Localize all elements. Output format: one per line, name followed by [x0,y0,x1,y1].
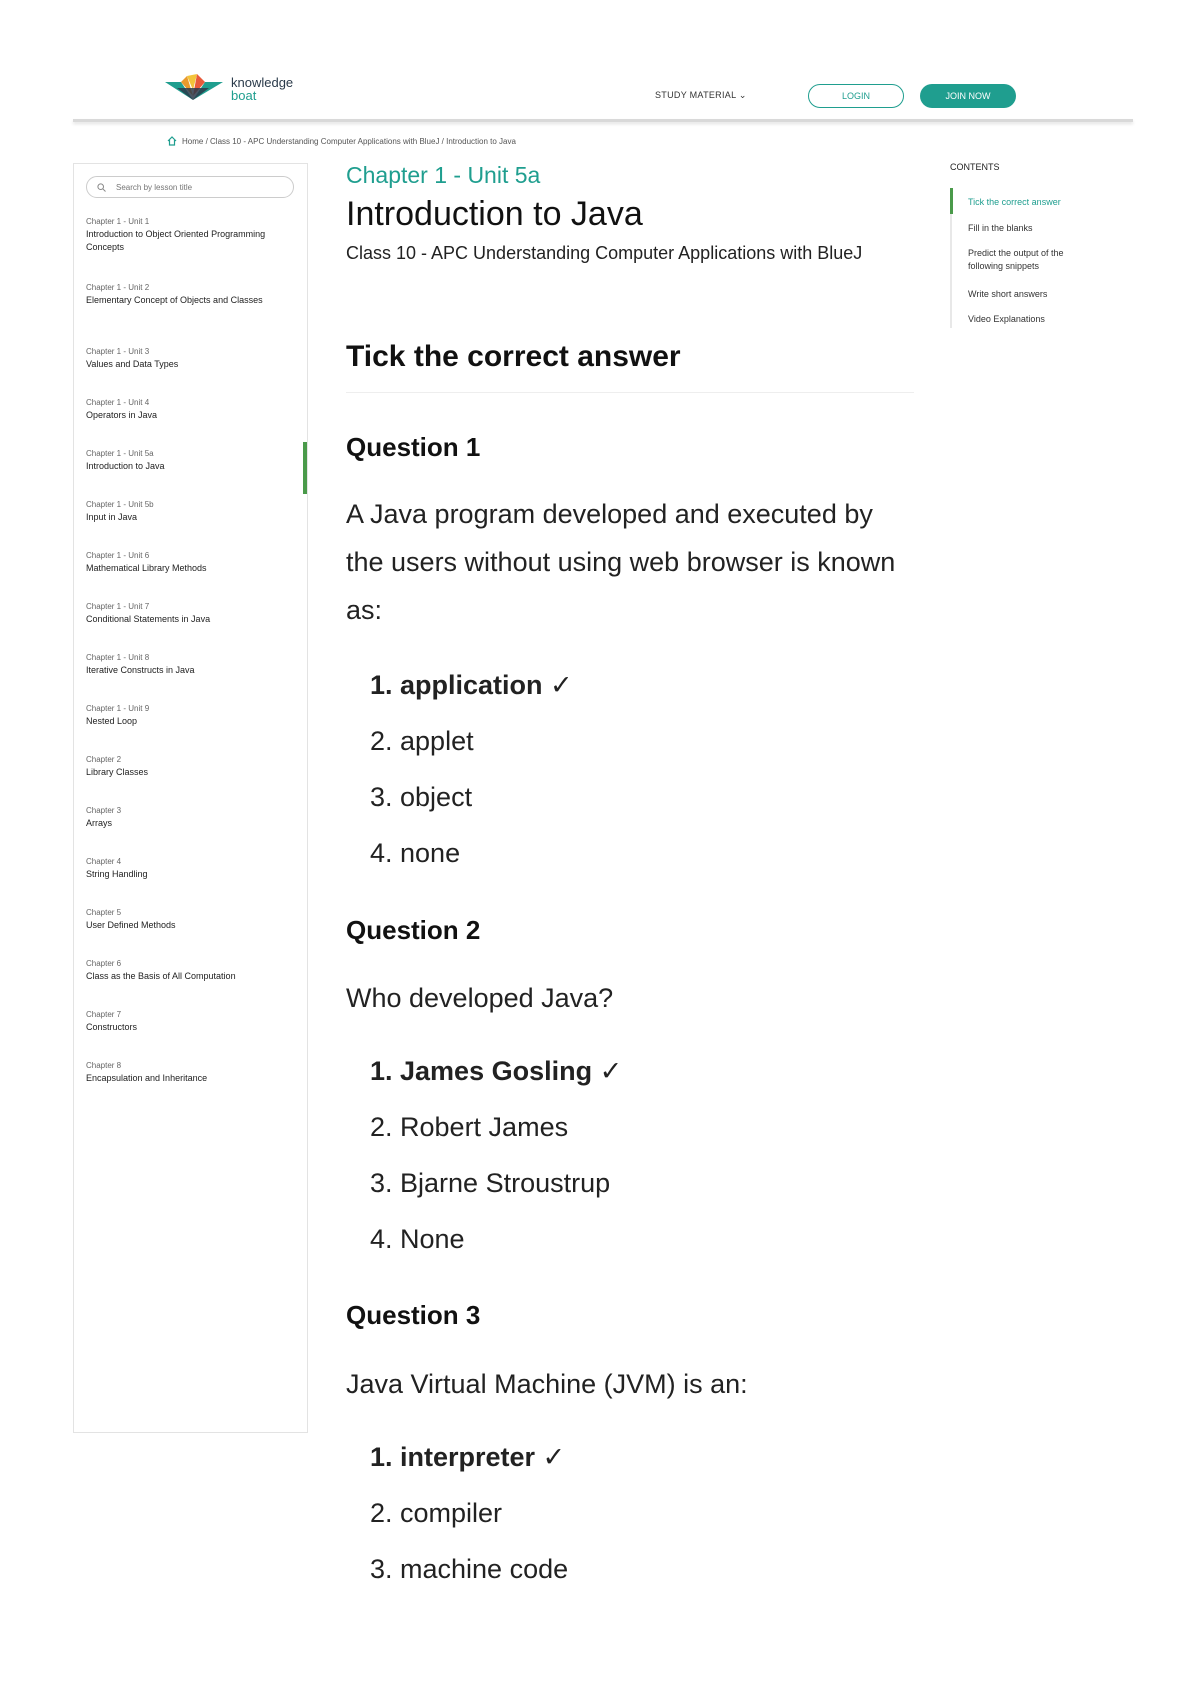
sidebar-item-chapter: Chapter 3 [86,806,122,815]
sidebar-item-ch1-unit5b[interactable] [86,499,286,524]
section-heading: Tick the correct answer [346,340,681,373]
question-heading: Question 1 [346,432,481,462]
option: 3. machine code [370,1554,569,1584]
sidebar-item-title: Encapsulation and Inheritance [86,1073,208,1083]
sidebar-item-chapter: Chapter 1 - Unit 4 [86,398,150,407]
sidebar-item-ch1-unit3[interactable] [86,346,286,371]
sidebar-item-ch1-unit8[interactable] [86,652,286,677]
logo-text-line2: boat [231,88,257,103]
sidebar-item-ch1-unit1[interactable] [86,216,286,254]
page-subtitle: Class 10 - APC Understanding Computer Applications with BlueJ [346,243,863,263]
sidebar-item-title: Arrays [86,818,113,828]
login-button[interactable]: LOGIN [808,84,904,108]
option: 3. Bjarne Stroustrup [370,1168,611,1198]
section-divider [346,392,914,393]
chapter-label: Chapter 1 - Unit 5a [346,162,541,188]
search-input[interactable] [114,182,278,193]
sidebar-item-ch1-unit5a[interactable] [86,448,286,473]
logo-text-line1: knowledge [231,75,294,90]
option: 2. Robert James [370,1112,569,1142]
boat-logo-icon [163,74,225,104]
toc-item-predict-output[interactable]: Predict the output of the following snippets [968,248,1064,271]
sidebar-item-title: Introduction to Java [86,461,165,471]
toc-active-indicator [950,188,953,214]
sidebar-item-ch1-unit7[interactable] [86,601,286,626]
lesson-sidebar [73,163,308,1433]
sidebar-item-chapter: Chapter 1 - Unit 3 [86,347,150,356]
question-text: Java Virtual Machine (JVM) is an: [346,1369,748,1399]
sidebar-item-title: Conditional Statements in Java [86,614,211,624]
sidebar-item-ch1-unit9[interactable] [86,703,286,728]
question-text: Who developed Java? [346,983,614,1013]
sidebar-item-title: User Defined Methods [86,920,176,930]
sidebar-item-title: Values and Data Types [86,359,179,369]
sidebar-item-title: Iterative Constructs in Java [86,665,195,675]
page-title: Introduction to Java [346,195,643,233]
sidebar-item-title: String Handling [86,869,148,879]
sidebar-item-chapter: Chapter 5 [86,908,122,917]
sidebar-item-title: Nested Loop [86,716,138,726]
sidebar-item-chapter: Chapter 6 [86,959,122,968]
toc-heading: CONTENTS [950,162,1000,172]
sidebar-item-chapter: Chapter 4 [86,857,122,866]
join-now-button[interactable]: JOIN NOW [920,84,1016,108]
sidebar-item-title: Introduction to Object Oriented Programming Concepts [86,229,266,252]
sidebar-item-title: Mathematical Library Methods [86,563,207,573]
breadcrumb [167,136,516,146]
sidebar-item-chapter: Chapter 1 - Unit 5a [86,449,154,458]
sidebar-item-chapter: Chapter 1 - Unit 6 [86,551,150,560]
option: 3. object [370,782,473,812]
sidebar-item-title: Library Classes [86,767,149,777]
sidebar-item-ch1-unit6[interactable] [86,550,286,575]
sidebar-item-chapter: Chapter 1 - Unit 8 [86,653,150,662]
sidebar-item-chapter: Chapter 8 [86,1061,122,1070]
breadcrumb-text[interactable]: Home / Class 10 - APC Understanding Computer Applications with BlueJ / Introduction to Java [182,136,516,146]
study-material-menu[interactable]: STUDY MATERIAL ⌄ [655,90,747,100]
sidebar-item-ch2[interactable] [86,754,286,779]
sidebar-item-chapter: Chapter 1 - Unit 9 [86,704,150,713]
search-box[interactable] [86,176,294,198]
sidebar-item-chapter: Chapter 1 - Unit 1 [86,217,150,226]
sidebar-item-title: Operators in Java [86,410,158,420]
sidebar-item-ch5[interactable] [86,907,286,932]
option: 2. compiler [370,1498,503,1528]
question-text: A Java program developed and executed by the users without using web browser is known as: [346,499,896,625]
toc-item-tick-answer[interactable]: Tick the correct answer [968,197,1061,207]
sidebar-item-chapter: Chapter 1 - Unit 7 [86,602,150,611]
option: 4. None [370,1224,465,1254]
main-header [346,160,916,267]
search-icon [97,183,106,192]
sidebar-item-ch1-unit2[interactable] [86,282,286,307]
sidebar-item-chapter: Chapter 1 - Unit 2 [86,283,150,292]
sidebar-item-title: Elementary Concept of Objects and Classes [86,295,263,305]
sidebar-item-title: Input in Java [86,512,138,522]
toc-item-short-answers[interactable]: Write short answers [968,289,1048,299]
question-heading: Question 3 [346,1300,481,1330]
toc-item-video-explanations[interactable]: Video Explanations [968,314,1045,324]
sidebar-item-ch7[interactable] [86,1009,286,1034]
logo[interactable] [163,74,293,104]
toc-item-fill-blanks[interactable]: Fill in the blanks [968,223,1033,233]
sidebar-item-chapter: Chapter 7 [86,1010,122,1019]
sidebar-item-title: Class as the Basis of All Computation [86,971,236,981]
option-correct: 1. application ✓ [370,670,573,700]
sidebar-item-ch3[interactable] [86,805,286,830]
sidebar-item-title: Constructors [86,1022,138,1032]
sidebar-item-ch8[interactable] [86,1060,286,1085]
sidebar-item-ch4[interactable] [86,856,286,881]
option: 2. applet [370,726,474,756]
option-correct: 1. interpreter ✓ [370,1442,566,1472]
site-header [73,60,1133,120]
sidebar-item-chapter: Chapter 2 [86,755,122,764]
option: 4. none [370,838,461,868]
sidebar-item-chapter: Chapter 1 - Unit 5b [86,500,154,509]
sidebar-item-ch1-unit4[interactable] [86,397,286,422]
header-divider [73,119,1133,122]
sidebar-active-indicator [303,442,307,494]
sidebar-item-ch6[interactable] [86,958,286,983]
question-heading: Question 2 [346,915,481,945]
option-correct: 1. James Gosling ✓ [370,1056,623,1086]
home-icon[interactable] [167,136,177,146]
